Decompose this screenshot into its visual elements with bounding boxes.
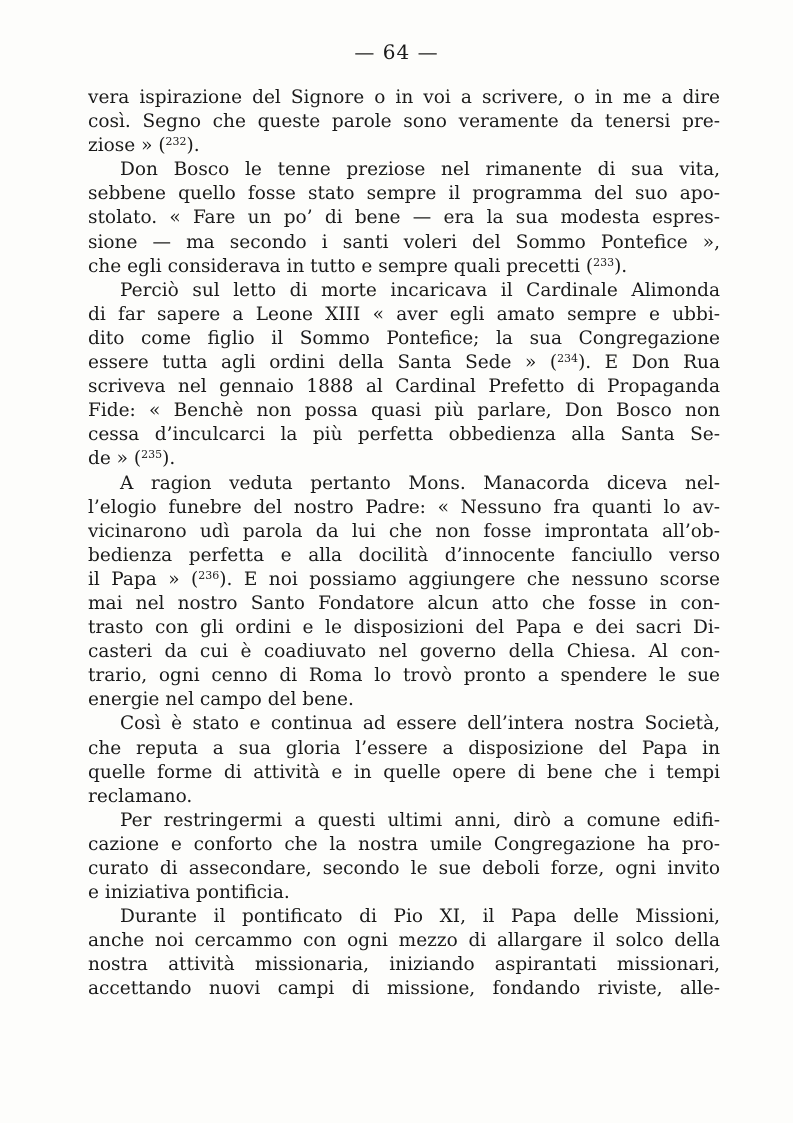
text-line: bedienza perfetta e alla docilità d’innocente fanciullo verso <box>88 544 720 566</box>
footnote-ref: 235 <box>141 448 163 462</box>
text-line: nostra attività missionaria, iniziando aspirantati missionari, <box>88 954 720 976</box>
text-line: vera ispirazione del Signore o in voi a scrivere, o in me a dire <box>88 87 720 108</box>
paragraph <box>88 158 720 278</box>
text-line: che egli considerava in tutto e sempre quali precetti ($^{233}$). <box>88 255 628 277</box>
text-line: Don Bosco le tenne preziose nel rimanente di sua vita, <box>120 159 720 181</box>
text-line: anche noi cercammo con ogni mezzo di allargare il solco della <box>88 930 720 952</box>
paragraph <box>88 279 720 472</box>
text-line: Fide: « Benchè non possa quasi più parlare, Don Bosco non <box>88 400 720 422</box>
footnote-ref: 232 <box>165 135 187 149</box>
text-line: trasto con gli ordini e le disposizioni del Papa e dei sacri Di- <box>88 617 720 639</box>
text-line: Per restringermi a questi ultimi anni, dirò a comune edifi- <box>120 809 720 831</box>
text-line: energie nel campo del bene. <box>88 689 354 711</box>
text-line: quelle forme di attività e in quelle opere di bene che i tempi <box>88 761 720 783</box>
paragraph <box>88 905 720 1001</box>
text-line: scriveva nel gennaio 1888 al Cardinal Prefetto di Propaganda <box>88 376 720 398</box>
text-line: cessa d’inculcarci la più perfetta obbedienza alla Santa Se- <box>88 424 720 446</box>
text-line: sione — ma secondo i santi voleri del Sommo Pontefice », <box>88 231 720 253</box>
text-line: Durante il pontificato di Pio XI, il Papa delle Missioni, <box>120 906 720 928</box>
text-line: Così è stato e continua ad essere dell’intera nostra Società, <box>120 713 720 735</box>
paragraph <box>88 712 720 808</box>
text-line: mai nel nostro Santo Fondatore alcun atto che fosse in con- <box>88 592 720 614</box>
text-line: curato di assecondare, secondo le sue deboli forze, ogni invito <box>88 858 720 879</box>
text-line: vicinarono udì parola da lui che non fosse improntata all’ob- <box>88 520 720 542</box>
page-number: — 64 — <box>354 40 439 64</box>
text-line: de » ($^{235}$). <box>88 448 176 470</box>
text-line: A ragion veduta pertanto Mons. Manacorda diceva nel- <box>120 472 720 494</box>
footnote-ref: 234 <box>557 352 579 366</box>
text-line: e iniziativa pontificia. <box>88 882 290 904</box>
text-line: il Papa » ($^{236}$). E noi possiamo aggiungere che nessuno scorse <box>88 568 720 590</box>
text-line: così. Segno che queste parole sono veramente da tenersi pre- <box>88 111 720 133</box>
text-line: l’elogio funebre del nostro Padre: « Nessuno fra quanti lo av- <box>88 496 720 518</box>
paragraph <box>88 809 720 905</box>
footnote-ref: 233 <box>593 255 615 269</box>
text-line: accettando nuovi campi di missione, fondando riviste, alle- <box>88 978 720 1000</box>
text-line: Perciò sul letto di morte incaricava il Cardinale Alimonda <box>120 279 720 301</box>
text-line: stolato. « Fare un po’ di bene — era la sua modesta espres- <box>88 207 720 229</box>
text-line: essere tutta agli ordini della Santa Sede » ($^{234}$). E Don Rua <box>88 352 720 374</box>
text-line: di far sapere a Leone XIII « aver egli amato sempre e ubbi- <box>88 303 720 325</box>
text-line: sebbene quello fosse stato sempre il programma del suo apo- <box>88 183 720 205</box>
text-line: casteri da cui è coadiuvato nel governo della Chiesa. Al con- <box>88 641 720 663</box>
text-line: cazione e conforto che la nostra umile Congregazione ha pro- <box>88 833 720 855</box>
footnote-ref: 236 <box>198 568 220 582</box>
text-line: trario, ogni cenno di Roma lo trovò pronto a spendere le sue <box>88 665 720 687</box>
text-line: dito come figlio il Sommo Pontefice; la sua Congregazione <box>88 327 720 349</box>
paragraph <box>88 472 720 713</box>
text-line: che reputa a sua gloria l’essere a disposizione del Papa in <box>88 737 720 759</box>
text-line: ziose » ($^{232}$). <box>88 135 200 157</box>
paragraph <box>88 86 720 158</box>
text-body <box>88 86 720 1002</box>
text-line: reclamano. <box>88 785 193 807</box>
